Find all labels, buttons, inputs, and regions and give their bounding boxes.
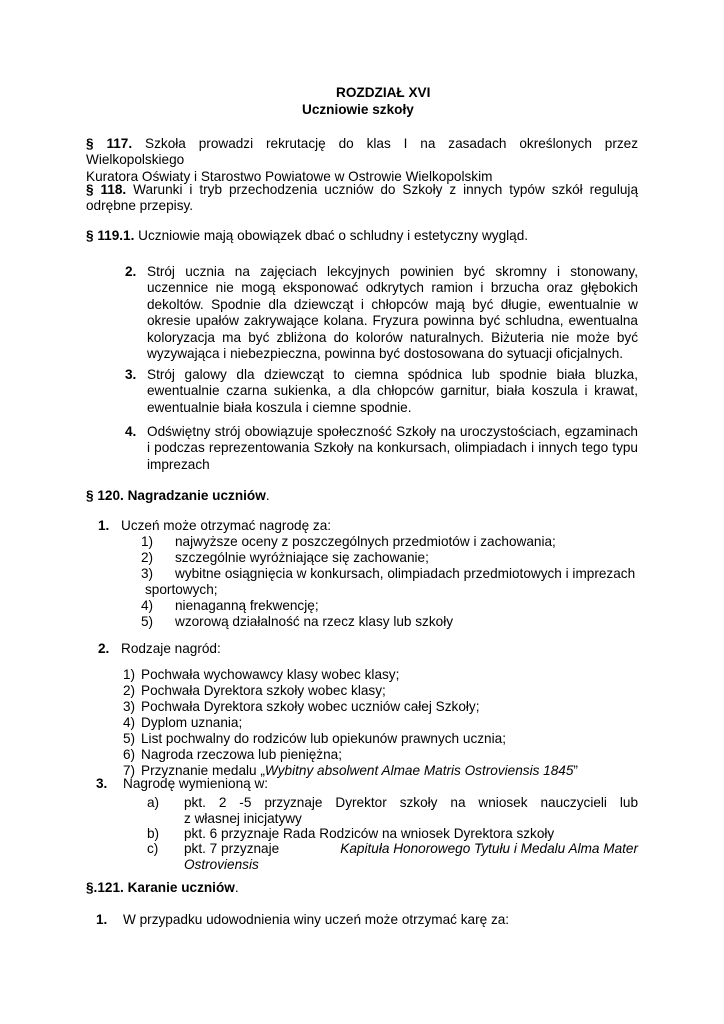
sublist-number: 1) xyxy=(123,667,136,682)
sublist-number: 6) xyxy=(123,747,136,762)
list-item-text: Rodzaje nagród: xyxy=(121,641,221,656)
list-item-number: 4. xyxy=(125,424,137,439)
sublist-text: szczególnie wyróżniające się zachowanie; xyxy=(175,550,429,565)
list-item-line: Strój ucznia na zajęciach lekcyjnych powinien być skromny i stonowany, xyxy=(147,264,638,279)
sublist-text: sportowych; xyxy=(145,582,218,597)
sublist-number: 3) xyxy=(141,566,154,581)
paragraph-text: Szkoła prowadzi rekrutację do klas I na zasadach określonych przez Wielkopolskiego xyxy=(86,136,639,168)
list-item xyxy=(147,264,638,362)
sublist-number: 5) xyxy=(141,614,154,629)
list-item xyxy=(147,367,638,416)
paragraph-number: § 118. xyxy=(86,182,127,197)
sublist-text: Przyznanie medalu „Wybitny absolwent Almae Matris Ostroviensis 1845” xyxy=(141,763,578,778)
sublist-letter: c) xyxy=(147,841,159,856)
list-item-line: dekoltów. Spodnie dla dziewcząt i chłopców mają być długie, ewentualnie w xyxy=(147,296,638,312)
paragraph-117 xyxy=(86,136,638,185)
sublist-number: 4) xyxy=(123,715,136,730)
paragraph-number: § 119.1. xyxy=(86,228,135,243)
sublist-text: Nagroda rzeczowa lub pieniężna; xyxy=(141,747,343,762)
sublist-number: 2) xyxy=(141,550,154,565)
sublist-text: pkt. 6 przyznaje Rada Rodziców na wniosek Dyrektora szkoły xyxy=(184,826,555,841)
list-item-line: ewentualnie czarna sukienka, a dla chłopców garnitur, biała koszula i krawat, xyxy=(147,383,638,399)
list-item-line: ewentualnie biała koszula i ciemne spodnie. xyxy=(147,399,412,415)
list-item-line: Strój galowy dla dziewcząt to ciemna spódnica lub spodnie biała bluzka, xyxy=(147,367,638,382)
sublist-number: 7) xyxy=(123,763,136,778)
sublist-text: Dyplom uznania; xyxy=(141,715,243,730)
paragraph-text: Uczniowie mają obowiązek dbać o schludny i estetyczny wygląd. xyxy=(138,228,529,243)
list-item-line: Odświętny strój obowiązuje społeczność Szkoły na uroczystościach, egzaminach xyxy=(147,424,638,439)
sublist-text: pkt. 2 -5 przyznaje Dyrektor szkoły na wniosek nauczycieli lub z własnej inicjatywy xyxy=(184,795,638,827)
list-item-number: 2. xyxy=(98,641,110,656)
list-item-number: 1. xyxy=(96,912,108,927)
medal-name: Wybitny absolwent Almae Matris Ostroviensis 1845 xyxy=(264,763,574,778)
list-item-text: Nagrodę wymienioną w: xyxy=(123,776,269,791)
paragraph-text: odrębne przepisy. xyxy=(86,198,194,214)
sublist-letter: b) xyxy=(147,826,160,841)
paragraph-text: Warunki i tryb przechodzenia uczniów do Szkoły z innych typów szkół regulują xyxy=(133,182,638,197)
list-item-line: okresie upałów zakrywające kolana. Fryzura powinna być schludna, ewentualna xyxy=(147,313,638,329)
list-item-text: Uczeń może otrzymać nagrodę za: xyxy=(121,518,332,533)
paragraph-118 xyxy=(86,182,638,215)
sublist-text: najwyższe oceny z poszczególnych przedmiotów i zachowania; xyxy=(175,534,556,549)
list-item-line: imprezach xyxy=(147,456,210,472)
sublist-text: List pochwalny do rodziców lub opiekunów prawnych ucznia; xyxy=(141,731,506,746)
list-item-line: wyzywająca i niebezpieczna, powinna być dostosowana do sytuacji oficjalnych. xyxy=(147,346,624,362)
sublist-number: 1) xyxy=(141,534,154,549)
list-item-line: i podczas reprezentowania Szkoły na konkursach, olimpiadach i innych tego typu xyxy=(147,440,638,456)
section-heading-120: § 120. Nagradzanie uczniów. xyxy=(86,488,270,503)
sublist-text: wzorową działalność na rzecz klasy lub szkoły xyxy=(175,614,454,629)
section-heading-121: §.121. Karanie uczniów. xyxy=(86,880,239,895)
list-item-number: 1. xyxy=(98,518,110,533)
list-item-text: W przypadku udowodnienia winy uczeń może otrzymać karę za: xyxy=(123,912,510,927)
list-item-line: koloryzacja ma być zbliżona do kolorów naturalnych. Biżuteria nie może być xyxy=(147,329,638,345)
list-item xyxy=(147,424,638,473)
list-item-number: 3. xyxy=(125,367,137,382)
chapter-council-name: Kapituła Honorowego Tytułu i Medalu Alma Mater xyxy=(340,841,638,856)
sublist-number: 5) xyxy=(123,731,136,746)
sublist-text: Pochwała Dyrektora szkoły wobec uczniów całej Szkoły; xyxy=(141,699,480,714)
list-item-number: 3. xyxy=(96,776,108,791)
paragraph-119 xyxy=(86,228,638,244)
sublist-text: pkt. 7 przyznaje Kapituła Honorowego Tytułu i Medalu Alma Mater Ostroviensis xyxy=(184,841,638,873)
sublist-number: 2) xyxy=(123,683,136,698)
list-item-line: uczennice nie mogą eksponować odkrytych ramion i brzucha oraz głębokich xyxy=(147,280,638,296)
sublist-number: 4) xyxy=(141,598,154,613)
paragraph-number: § 117. xyxy=(86,136,133,151)
chapter-number: ROZDZIAŁ XVI xyxy=(336,85,431,100)
sublist-text: nienaganną frekwencję; xyxy=(175,598,319,613)
sublist-text: wybitne osiągnięcia w konkursach, olimpiadach przedmiotowych i imprezach xyxy=(175,566,636,581)
sublist-text: Pochwała Dyrektora szkoły wobec klasy; xyxy=(141,683,386,698)
sublist-text: Pochwała wychowawcy klasy wobec klasy; xyxy=(141,667,400,682)
sublist-letter: a) xyxy=(147,795,160,810)
paragraph-text: Kuratora Oświaty i Starostwo Powiatowe w Ostrowie Wielkopolskim xyxy=(86,168,493,184)
chapter-title: Uczniowie szkoły xyxy=(302,102,414,117)
list-item-number: 2. xyxy=(125,264,137,279)
sublist-number: 3) xyxy=(123,699,136,714)
